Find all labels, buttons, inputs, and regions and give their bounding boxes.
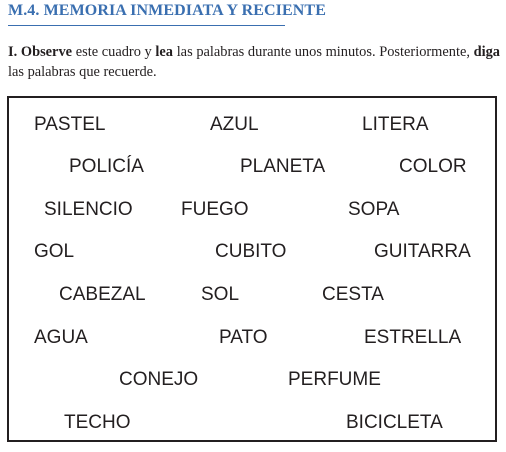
instruction-verb-observe: Observe (20, 44, 73, 60)
word-item: CABEZAL (59, 284, 146, 305)
word-item: SOL (201, 284, 240, 305)
word-item: AGUA (34, 327, 88, 348)
section-title: M.4. MEMORIA INMEDIATA Y RECIENTE (8, 2, 326, 19)
word-item: LITERA (362, 114, 429, 135)
word-item: FUEGO (181, 199, 249, 220)
word-item: SILENCIO (44, 199, 133, 220)
word-item: AZUL (210, 114, 259, 135)
instruction-text-2: las palabras durante unos minutos. Posteriormente, (176, 44, 470, 60)
instruction-text-3: las palabras que recuerde. (8, 64, 157, 80)
instruction-verb-diga: diga (473, 44, 501, 60)
word-item: CUBITO (215, 241, 287, 262)
instruction-numeral: I. (8, 44, 18, 60)
word-item: TECHO (64, 412, 131, 433)
word-item: CONEJO (119, 369, 199, 390)
word-item: PATO (219, 327, 268, 348)
word-item: POLICÍA (69, 156, 144, 177)
word-item: GOL (34, 241, 75, 262)
word-item: PASTEL (34, 114, 106, 135)
word-item: BICICLETA (346, 412, 443, 433)
word-item: CESTA (322, 284, 384, 305)
word-item: GUITARRA (374, 241, 471, 262)
word-item: COLOR (399, 156, 467, 177)
word-item: ESTRELLA (364, 327, 462, 348)
instruction-verb-lea: lea (155, 44, 174, 60)
word-box (7, 96, 497, 442)
word-item: PLANETA (240, 156, 326, 177)
instruction-text-1: este cuadro y (75, 44, 152, 60)
instructions-paragraph (8, 42, 500, 82)
word-item: PERFUME (288, 369, 381, 390)
word-item: SOPA (348, 199, 400, 220)
title-underline (8, 25, 285, 26)
